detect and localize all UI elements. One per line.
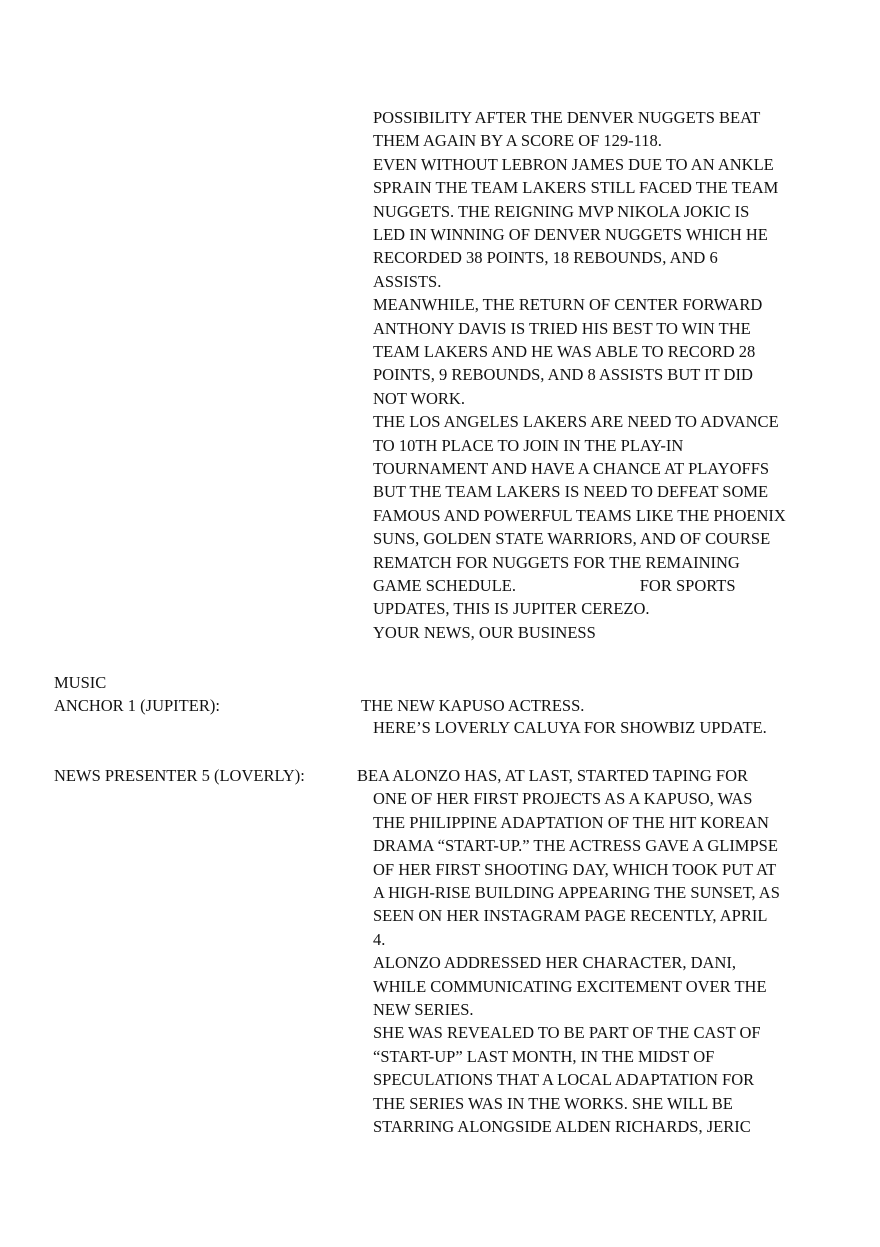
text-line: SPRAIN THE TEAM LAKERS STILL FACED THE TEAM — [373, 178, 779, 198]
text-line: ONE OF HER FIRST PROJECTS AS A KAPUSO, WAS — [373, 789, 753, 809]
text-line: EVEN WITHOUT LEBRON JAMES DUE TO AN ANKLE — [373, 154, 774, 174]
text-line: UPDATES, THIS IS JUPITER CEREZO. — [373, 599, 650, 619]
text-line: POINTS, 9 REBOUNDS, AND 8 ASSISTS BUT IT DID — [373, 365, 753, 385]
text-line: RECORDED 38 POINTS, 18 REBOUNDS, AND 6 — [373, 248, 718, 268]
text-line: TEAM LAKERS AND HE WAS ABLE TO RECORD 28 — [373, 342, 756, 361]
text-line: DRAMA “START-UP.” THE ACTRESS GAVE A GLIMPSE — [373, 836, 778, 856]
text-line: TOURNAMENT AND HAVE A CHANCE AT PLAYOFFS — [373, 459, 770, 478]
presenter-speaker-label: NEWS PRESENTER 5 (LOVERLY): — [54, 766, 305, 785]
text-line: MEANWHILE, THE RETURN OF CENTER FORWARD — [373, 295, 763, 315]
text-line: ALONZO ADDRESSED HER CHARACTER, DANI, — [373, 953, 737, 973]
text-line: “START-UP” LAST MONTH, IN THE MIDST OF — [373, 1046, 715, 1066]
text-line: SPECULATIONS THAT A LOCAL ADAPTATION FOR — [373, 1070, 755, 1090]
text-line: SHE WAS REVEALED TO BE PART OF THE CAST OF — [373, 1023, 761, 1043]
text-line: NEW SERIES. — [373, 1000, 474, 1019]
text-line: FAMOUS AND POWERFUL TEAMS LIKE THE PHOENIX — [373, 505, 786, 525]
text-line: OF HER FIRST SHOOTING DAY, WHICH TOOK PUT AT — [373, 859, 777, 879]
anchor-speaker-label: ANCHOR 1 (JUPITER): — [54, 696, 220, 715]
text-line: GAME SCHEDULE. FOR SPORTS — [373, 576, 736, 595]
text-line: HERE’S LOVERLY CALUYA FOR SHOWBIZ UPDATE. — [373, 718, 767, 737]
text-line: TO 10TH PLACE TO JOIN IN THE PLAY-IN — [373, 435, 684, 455]
text-line: 4. — [373, 929, 386, 949]
text-line: THEM AGAIN BY A SCORE OF 129-118. — [373, 131, 662, 151]
text-line: LED IN WINNING OF DENVER NUGGETS WHICH HE — [373, 225, 768, 244]
text-line: POSSIBILITY AFTER THE DENVER NUGGETS BEAT — [373, 108, 761, 127]
text-line: NOT WORK. — [373, 388, 465, 408]
text-line: ANTHONY DAVIS IS TRIED HIS BEST TO WIN THE — [373, 318, 751, 338]
text-line: SUNS, GOLDEN STATE WARRIORS, AND OF COURSE — [373, 529, 771, 549]
text-line: REMATCH FOR NUGGETS FOR THE REMAINING — [373, 552, 740, 572]
text-line: THE LOS ANGELES LAKERS ARE NEED TO ADVANCE — [373, 412, 779, 432]
text-line: THE PHILIPPINE ADAPTATION OF THE HIT KOREAN — [373, 812, 769, 832]
text-line: ASSISTS. — [373, 271, 442, 291]
text-line: BEA ALONZO HAS, AT LAST, STARTED TAPING FOR — [357, 766, 749, 785]
text-line: SEEN ON HER INSTAGRAM PAGE RECENTLY, APRIL — [373, 906, 768, 926]
text-line: WHILE COMMUNICATING EXCITEMENT OVER THE — [373, 976, 767, 996]
text-line: NUGGETS. THE REIGNING MVP NIKOLA JOKIC IS — [373, 201, 750, 221]
text-line: A HIGH-RISE BUILDING APPEARING THE SUNSET, AS — [373, 883, 780, 902]
text-line: STARRING ALONGSIDE ALDEN RICHARDS, JERIC — [373, 1117, 751, 1136]
text-line: THE SERIES WAS IN THE WORKS. SHE WILL BE — [373, 1093, 733, 1113]
text-line: BUT THE TEAM LAKERS IS NEED TO DEFEAT SOME — [373, 482, 769, 502]
text-line: THE NEW KAPUSO ACTRESS. — [361, 696, 585, 715]
text-line: YOUR NEWS, OUR BUSINESS — [373, 622, 596, 642]
music-cue: MUSIC — [54, 673, 107, 692]
